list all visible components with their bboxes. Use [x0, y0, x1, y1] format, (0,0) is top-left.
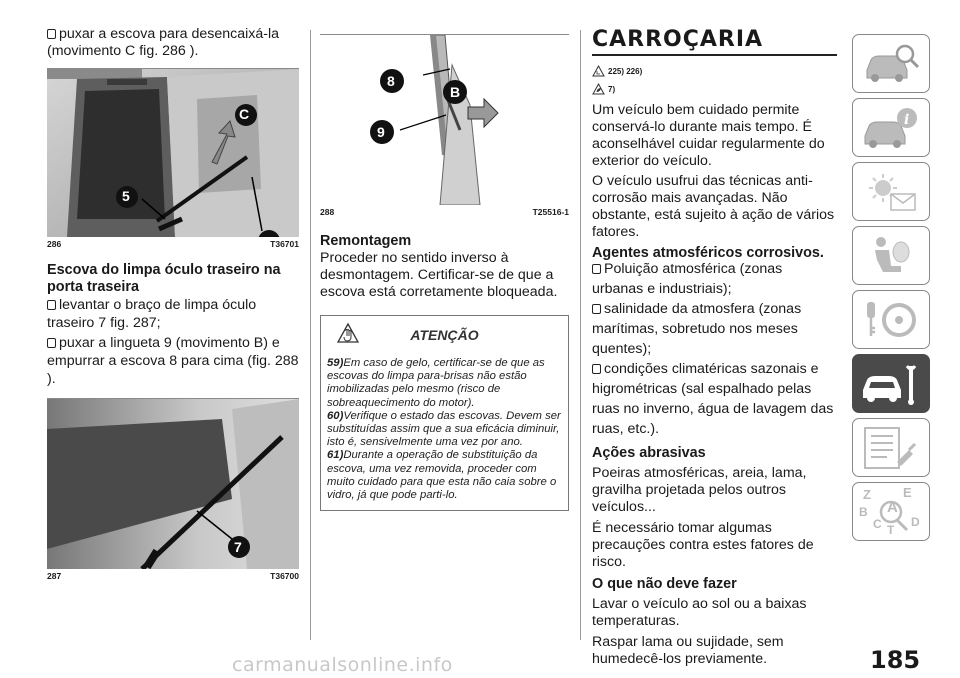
reference-1: 225) 226)	[608, 66, 643, 76]
column-3	[592, 28, 837, 668]
figure-288-caption	[320, 205, 569, 217]
index-letter-e: E	[903, 485, 912, 500]
checkbox-bullet-icon	[47, 29, 56, 39]
airbag-seat-icon	[861, 232, 921, 280]
column-2	[320, 26, 569, 511]
fig288-label-9: 9	[377, 124, 385, 140]
bodywork-p1: Um veículo bem cuidado permite conservá-lo durante mais tempo. É aconselhável cuidar regularmente do exterior do veículo.	[592, 102, 825, 169]
chapter-sidebar	[852, 34, 930, 546]
figure-286	[47, 68, 299, 249]
reference-row-2	[592, 80, 837, 98]
index-letter-b: B	[859, 505, 868, 519]
specifications-list-icon	[861, 424, 921, 472]
hand-warning-small-icon	[592, 65, 605, 77]
figure-287-caption	[47, 569, 299, 581]
checkbox-bullet-icon	[47, 338, 56, 348]
col3-bullet-1	[592, 259, 837, 299]
tab-steering-key[interactable]	[852, 290, 930, 349]
column-divider-1	[310, 30, 311, 640]
fig287-number: 287	[47, 571, 62, 581]
fig286-label-5: 5	[122, 188, 130, 204]
warning-box	[320, 315, 569, 511]
col3-bullet-2	[592, 299, 837, 359]
col3-bullet-3-text: condições climatéricas sazonais e higrométricas (sal espalhado pelas ruas no inverno, água de lavagem das ruas, etc.).	[592, 361, 834, 437]
fig288-label-8: 8	[387, 73, 395, 89]
hand-warning-icon	[337, 322, 359, 344]
dont-do-p6: Raspar lama ou sujidade, sem humedecê-los previamente.	[592, 634, 784, 667]
column-1	[47, 26, 299, 581]
tab-car-info[interactable]	[852, 98, 930, 157]
col3-bullet-2-text: salinidade da atmosfera (zonas marítimas, sobretudo nos meses quentes);	[592, 301, 802, 357]
col1-bullet-2	[47, 334, 299, 388]
fig286-label-c: C	[239, 106, 250, 122]
index-letter-a: A	[887, 499, 898, 516]
tab-index[interactable]	[852, 482, 930, 541]
corrosive-agents-heading: Agentes atmosféricos corrosivos.	[592, 245, 824, 261]
warning-lights-icon	[861, 168, 921, 216]
dont-do-p5: Lavar o veículo ao sol ou a baixas temperaturas.	[592, 596, 807, 629]
column-divider-2	[580, 30, 581, 640]
abrasive-p3: Poeiras atmosféricas, areia, lama, gravilha projetada pelos outros veículos...	[592, 465, 807, 515]
reassembly-heading: Remontagem	[320, 233, 412, 249]
checkbox-bullet-icon	[592, 304, 601, 314]
warning-num-59: 59)	[327, 357, 344, 369]
figure-288	[320, 34, 569, 217]
intro-text: puxar a escova para desencaixá-la (movimento C fig. 286 ).	[47, 26, 280, 59]
warning-item-60	[327, 410, 562, 450]
fig288-number: 288	[320, 207, 335, 217]
title-underline	[592, 54, 837, 56]
tab-car-service[interactable]	[852, 354, 930, 413]
page-number: 185	[870, 646, 921, 674]
checkbox-bullet-icon	[47, 300, 56, 310]
fig286-code: T36701	[270, 239, 299, 249]
svg-text:i: i	[904, 112, 910, 128]
figure-287	[47, 398, 299, 581]
col1-bullet-1	[47, 296, 299, 332]
index-letter-z: Z	[863, 487, 871, 502]
col3-bullet-3	[592, 359, 837, 439]
warning-item-59	[327, 357, 562, 410]
reference-row-1	[592, 62, 837, 80]
tab-warning-lights[interactable]	[852, 162, 930, 221]
steering-key-icon	[861, 296, 921, 344]
checkbox-bullet-icon	[592, 264, 601, 274]
fig288-code: T25516-1	[532, 207, 569, 217]
figure-286-caption	[47, 237, 299, 249]
car-info-icon	[861, 104, 921, 152]
leaf-warning-small-icon	[592, 83, 605, 95]
col1-bullet-2-text: puxar a lingueta 9 (movimento B) e empurrar a escova 8 para cima (fig. 288 ).	[47, 335, 299, 387]
footer-watermark: carmanualsonline.info	[232, 654, 453, 676]
warning-text-61: Durante a operação de substituição da escova, uma vez removida, proceder com muito cuidado para que esta não caia sobre o vidro, já que pode parti-lo.	[327, 449, 557, 502]
fig288-label-b: B	[450, 84, 461, 100]
warning-title-row	[327, 316, 562, 357]
fig287-code: T36700	[270, 571, 299, 581]
index-letter-c: C	[873, 517, 882, 531]
car-service-icon	[861, 360, 921, 408]
abrasive-p4: É necessário tomar algumas precauções contra estes fatores de risco.	[592, 520, 814, 570]
warning-num-61: 61)	[327, 449, 344, 462]
section-title: CARROÇARIA	[592, 27, 764, 52]
wiper-rear-heading: Escova do limpa óculo traseiro na porta traseira	[47, 262, 281, 295]
fig287-label-7: 7	[234, 539, 242, 555]
intro-bullet	[47, 26, 299, 60]
reassembly-text: Proceder no sentido inverso à desmontagem. Certificar-se de que a escova está corretamente bloqueada.	[320, 250, 558, 300]
figure-288-image	[320, 35, 569, 205]
warning-title: ATENÇÃO	[410, 327, 479, 343]
col1-bullet-1-text: levantar o braço de limpa óculo traseiro 7 fig. 287;	[47, 297, 257, 331]
car-search-icon	[861, 40, 921, 88]
warning-text-59: Em caso de gelo, certificar-se de que as escovas do limpa para-brisas não estão imobilizadas pelo mesmo (risco de sobreaquecimento do motor).	[327, 357, 545, 409]
tab-airbag-seat[interactable]	[852, 226, 930, 285]
warning-num-60: 60)	[327, 409, 344, 422]
dont-do-heading: O que não deve fazer	[592, 576, 737, 592]
figure-286-image	[47, 69, 299, 237]
abrasive-heading: Ações abrasivas	[592, 445, 706, 461]
bodywork-p2: O veículo usufrui das técnicas anti-corrosão mais avançadas. Não obstante, está sujeito à ação de vários fatores.	[592, 173, 835, 240]
index-letter-d: D	[911, 515, 920, 529]
fig286-number: 286	[47, 239, 62, 249]
warning-text-60: Verifique o estado das escovas. Devem ser substituídas assim que a sua eficácia diminuir, isto é, sensivelmente uma vez por ano.	[327, 409, 561, 449]
warning-item-61	[327, 449, 562, 502]
checkbox-bullet-icon	[592, 364, 601, 374]
index-letter-t: T	[887, 523, 895, 537]
tab-specifications[interactable]	[852, 418, 930, 477]
col3-bullet-1-text: Poluição atmosférica (zonas urbanas e industriais);	[592, 261, 783, 297]
reference-2: 7)	[608, 84, 616, 94]
figure-287-image	[47, 399, 299, 569]
tab-car-search[interactable]	[852, 34, 930, 93]
